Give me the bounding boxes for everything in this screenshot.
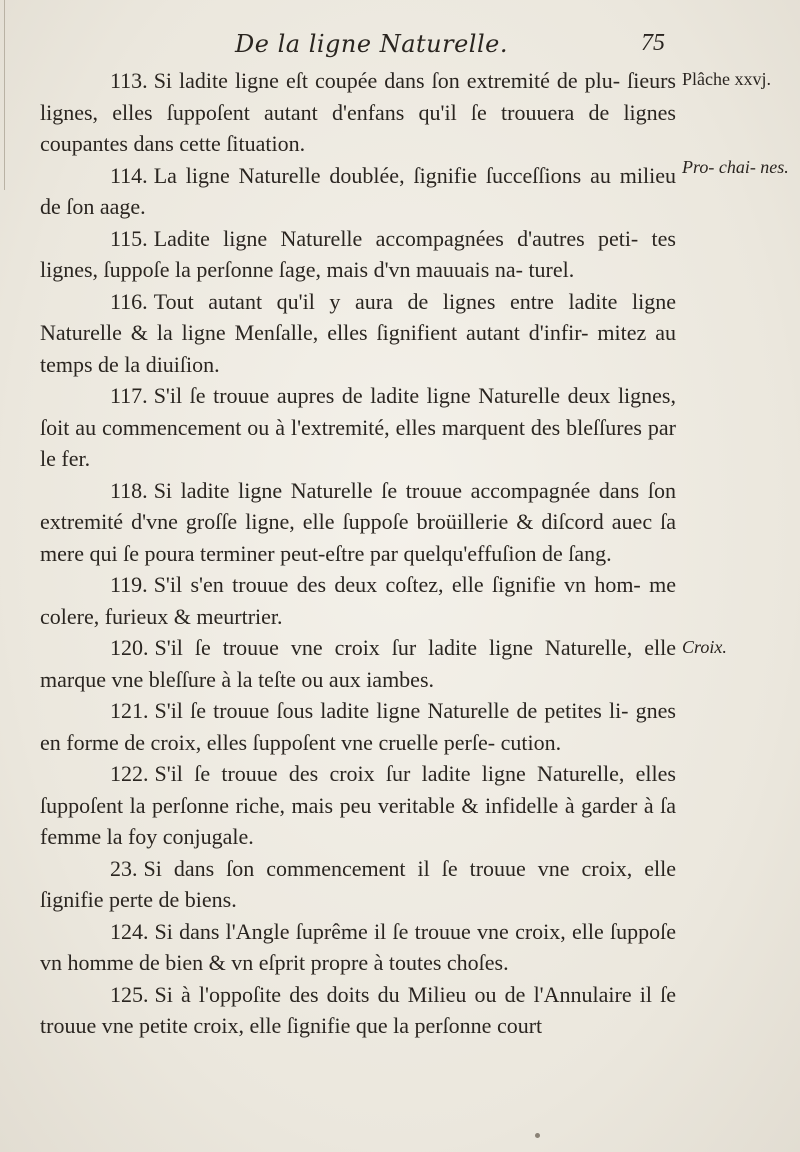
paragraph-number: 125. [110,981,149,1007]
margin-note-prochaines: Pro- chai- nes. [682,157,789,177]
paragraph-number: 116. [110,288,148,314]
paragraph-number: 124. [110,918,149,944]
paragraph-number: 117. [110,383,148,408]
paragraph-number: 119. [110,572,148,597]
paragraph-120 [40,632,676,695]
paragraph-number: 114. [110,162,148,188]
paragraph-text: S'il ſe trouue vne croix ſur ladite ligne Naturelle, elle marque vne bleſſure à la teſte ou aux iambes. [40,635,676,692]
paragraph-text: La ligne Naturelle doublée, ſignifie ſucceſſions au milieu de ſon aage. [40,162,676,219]
paragraph-116 [40,286,676,381]
paragraph-text: Si ladite ligne eſt coupée dans ſon extremité de plu- ſieurs lignes, elles ſuppoſent autant d'enfans qu'il ſe trouuera de lignes coupantes dans cette ſituation. [40,68,676,156]
paragraph-124 [40,916,676,979]
ink-speck [535,1133,540,1138]
running-title: De la ligne Naturelle. [235,30,508,58]
page-header [235,30,665,64]
paragraph-114 [40,160,676,223]
paragraph-number: 118. [110,477,148,503]
margin-note-croix: Croix. [682,637,727,657]
paragraph-125 [40,979,676,1042]
paragraph-text: Si à l'oppoſite des doits du Milieu ou de l'Annulaire il ſe trouue vne petite croix, elle ſignifie que la perſonne court [40,981,676,1038]
paragraph-115 [40,223,676,286]
paragraph-number: 121. [110,698,149,723]
page-edge-line [4,0,5,190]
paragraph-text: Si ladite ligne Naturelle ſe trouue accompagnée dans ſon extremité d'vne groſſe ligne, elle ſuppoſe broüillerie & diſcord auec ſa mere qui ſe poura terminer peut-eſtre par quelqu'effuſion de ſang. [40,477,676,566]
paragraph-118 [40,475,676,570]
paragraph-121 [40,695,676,758]
paragraph-text: Si dans l'Angle ſuprême il ſe trouue vne croix, elle ſuppoſe vn homme de bien & vn eſprit propre à toutes choſes. [40,918,676,975]
paragraph-text: Ladite ligne Naturelle accompagnées d'autres peti- tes lignes, ſuppoſe la perſonne ſage, mais d'vn mauuais na- turel. [40,225,676,282]
paragraph-text: S'il ſe trouue des croix ſur ladite ligne Naturelle, elles ſuppoſent la perſonne riche, mais peu veritable & infidelle à garder à ſa femme la foy conjugale. [40,761,676,849]
paragraph-113 [40,65,676,160]
page-number: 75 [641,30,665,56]
paragraph-number: 115. [110,225,148,251]
paragraph-number: 120. [110,635,149,660]
paragraph-number: 113. [110,68,148,93]
paragraph-number: 23. [110,855,138,881]
paragraph-119 [40,569,676,632]
paragraph-122 [40,758,676,853]
paragraph-text: Si dans ſon commencement il ſe trouue vne croix, elle ſignifie perte de biens. [40,855,676,912]
paragraph-number: 122. [110,761,149,786]
paragraph-text: S'il ſe trouue ſous ladite ligne Naturelle de petites li- gnes en forme de croix, elles ſuppoſent vne cruelle perſe- cution. [40,698,676,755]
paragraph-117 [40,380,676,475]
paragraph-123 [40,853,676,916]
paragraph-text: Tout autant qu'il y aura de lignes entre ladite ligne Naturelle & la ligne Menſalle, elles ſignifient autant d'infir- mitez au temps de la diuiſion. [40,288,676,377]
paragraph-text: S'il ſe trouue aupres de ladite ligne Naturelle deux lignes, ſoit au commencement ou à l'extremité, elles marquent des bleſſures par le fer. [40,383,676,471]
body-text [40,65,676,1042]
margin-note-planche: Plâche xxvj. [682,69,771,89]
paragraph-text: S'il s'en trouue des deux coſtez, elle ſignifie vn hom- me colere, furieux & meurtrier. [40,572,676,629]
